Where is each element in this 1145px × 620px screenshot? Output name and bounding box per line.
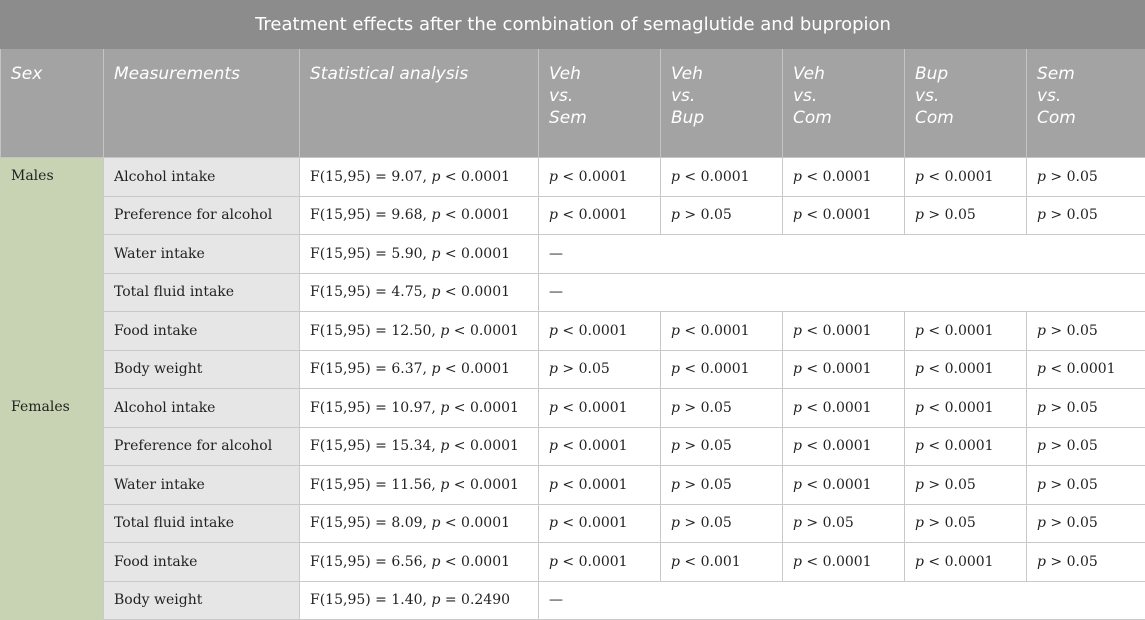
header-veh-vs-sem: Veh vs. Sem [539,49,661,158]
measurement-cell: Food intake [104,543,300,582]
comparison-cell: p < 0.0001 [539,466,661,505]
comparison-cell: p > 0.05 [661,196,783,235]
comparison-cell: p < 0.0001 [905,158,1027,197]
comparison-cell: p < 0.0001 [783,312,905,351]
comparison-cell: p < 0.0001 [539,543,661,582]
header-sem-vs-com: Sem vs. Com [1027,49,1145,158]
no-comparison-cell: — [539,273,1145,312]
comparison-cell: p > 0.05 [905,196,1027,235]
measurement-cell: Food intake [104,312,300,351]
comparison-cell: p < 0.0001 [783,466,905,505]
comparison-cell: p > 0.05 [661,504,783,543]
comparison-cell: p < 0.0001 [539,158,661,197]
comparison-cell: p < 0.0001 [539,389,661,428]
comparison-cell: p < 0.0001 [539,196,661,235]
table-row [1,427,1145,466]
comparison-cell: p > 0.05 [783,504,905,543]
comparison-cell: p > 0.05 [1027,427,1145,466]
comparison-cell: p > 0.05 [905,504,1027,543]
comparison-cell: p < 0.0001 [905,312,1027,351]
table-row [1,158,1145,197]
sex-group-females: Females [1,389,104,620]
statistic-cell: F(15,95) = 10.97, p < 0.0001 [300,389,539,428]
comparison-cell: p > 0.05 [1027,504,1145,543]
table-title: Treatment effects after the combination of semaglutide and bupropion [1,1,1145,49]
comparison-cell: p < 0.0001 [1027,350,1145,389]
comparison-cell: p < 0.0001 [783,427,905,466]
measurement-cell: Preference for alcohol [104,196,300,235]
table-row [1,581,1145,620]
header-veh-vs-com: Veh vs. Com [783,49,905,158]
comparison-cell: p > 0.05 [539,350,661,389]
comparison-cell: p > 0.05 [1027,158,1145,197]
comparison-cell: p < 0.0001 [661,158,783,197]
statistic-cell: F(15,95) = 6.37, p < 0.0001 [300,350,539,389]
comparison-cell: p < 0.0001 [783,158,905,197]
comparison-cell: p > 0.05 [661,466,783,505]
comparison-cell: p > 0.05 [1027,543,1145,582]
measurement-cell: Body weight [104,581,300,620]
statistic-cell: F(15,95) = 5.90, p < 0.0001 [300,235,539,274]
comparison-cell: p > 0.05 [1027,196,1145,235]
measurement-cell: Alcohol intake [104,158,300,197]
table-row [1,504,1145,543]
measurement-cell: Body weight [104,350,300,389]
measurement-cell: Total fluid intake [104,504,300,543]
statistic-cell: F(15,95) = 4.75, p < 0.0001 [300,273,539,312]
table-row [1,196,1145,235]
statistic-cell: F(15,95) = 15.34, p < 0.0001 [300,427,539,466]
comparison-cell: p < 0.0001 [661,312,783,351]
comparison-cell: p < 0.0001 [905,350,1027,389]
header-statistical-analysis: Statistical analysis [300,49,539,158]
statistic-cell: F(15,95) = 9.68, p < 0.0001 [300,196,539,235]
comparison-cell: p < 0.0001 [783,543,905,582]
header-measurements: Measurements [104,49,300,158]
measurement-cell: Water intake [104,235,300,274]
statistic-cell: F(15,95) = 6.56, p < 0.0001 [300,543,539,582]
statistic-cell: F(15,95) = 1.40, p = 0.2490 [300,581,539,620]
comparison-cell: p < 0.0001 [783,350,905,389]
statistic-cell: F(15,95) = 12.50, p < 0.0001 [300,312,539,351]
comparison-cell: p < 0.0001 [661,350,783,389]
comparison-cell: p < 0.0001 [783,389,905,428]
comparison-cell: p > 0.05 [1027,466,1145,505]
no-comparison-cell: — [539,235,1145,274]
statistic-cell: F(15,95) = 11.56, p < 0.0001 [300,466,539,505]
comparison-cell: p < 0.0001 [783,196,905,235]
comparison-cell: p < 0.0001 [905,543,1027,582]
sex-group-males: Males [1,158,104,389]
no-comparison-cell: — [539,581,1145,620]
table-row [1,350,1145,389]
measurement-cell: Water intake [104,466,300,505]
statistic-cell: F(15,95) = 9.07, p < 0.0001 [300,158,539,197]
comparison-cell: p > 0.05 [1027,312,1145,351]
comparison-cell: p < 0.0001 [539,427,661,466]
comparison-cell: p < 0.0001 [905,427,1027,466]
measurement-cell: Total fluid intake [104,273,300,312]
measurement-cell: Alcohol intake [104,389,300,428]
comparison-cell: p < 0.0001 [905,389,1027,428]
comparison-cell: p < 0.0001 [539,504,661,543]
header-veh-vs-bup: Veh vs. Bup [661,49,783,158]
header-bup-vs-com: Bup vs. Com [905,49,1027,158]
table-row [1,312,1145,351]
table-row [1,235,1145,274]
comparison-cell: p > 0.05 [661,427,783,466]
header-sex: Sex [1,49,104,158]
comparison-cell: p < 0.001 [661,543,783,582]
table-row [1,273,1145,312]
table-row [1,543,1145,582]
measurement-cell: Preference for alcohol [104,427,300,466]
table-row [1,389,1145,428]
comparison-cell: p > 0.05 [905,466,1027,505]
table-row [1,466,1145,505]
statistic-cell: F(15,95) = 8.09, p < 0.0001 [300,504,539,543]
comparison-cell: p > 0.05 [1027,389,1145,428]
comparison-cell: p < 0.0001 [539,312,661,351]
comparison-cell: p > 0.05 [661,389,783,428]
